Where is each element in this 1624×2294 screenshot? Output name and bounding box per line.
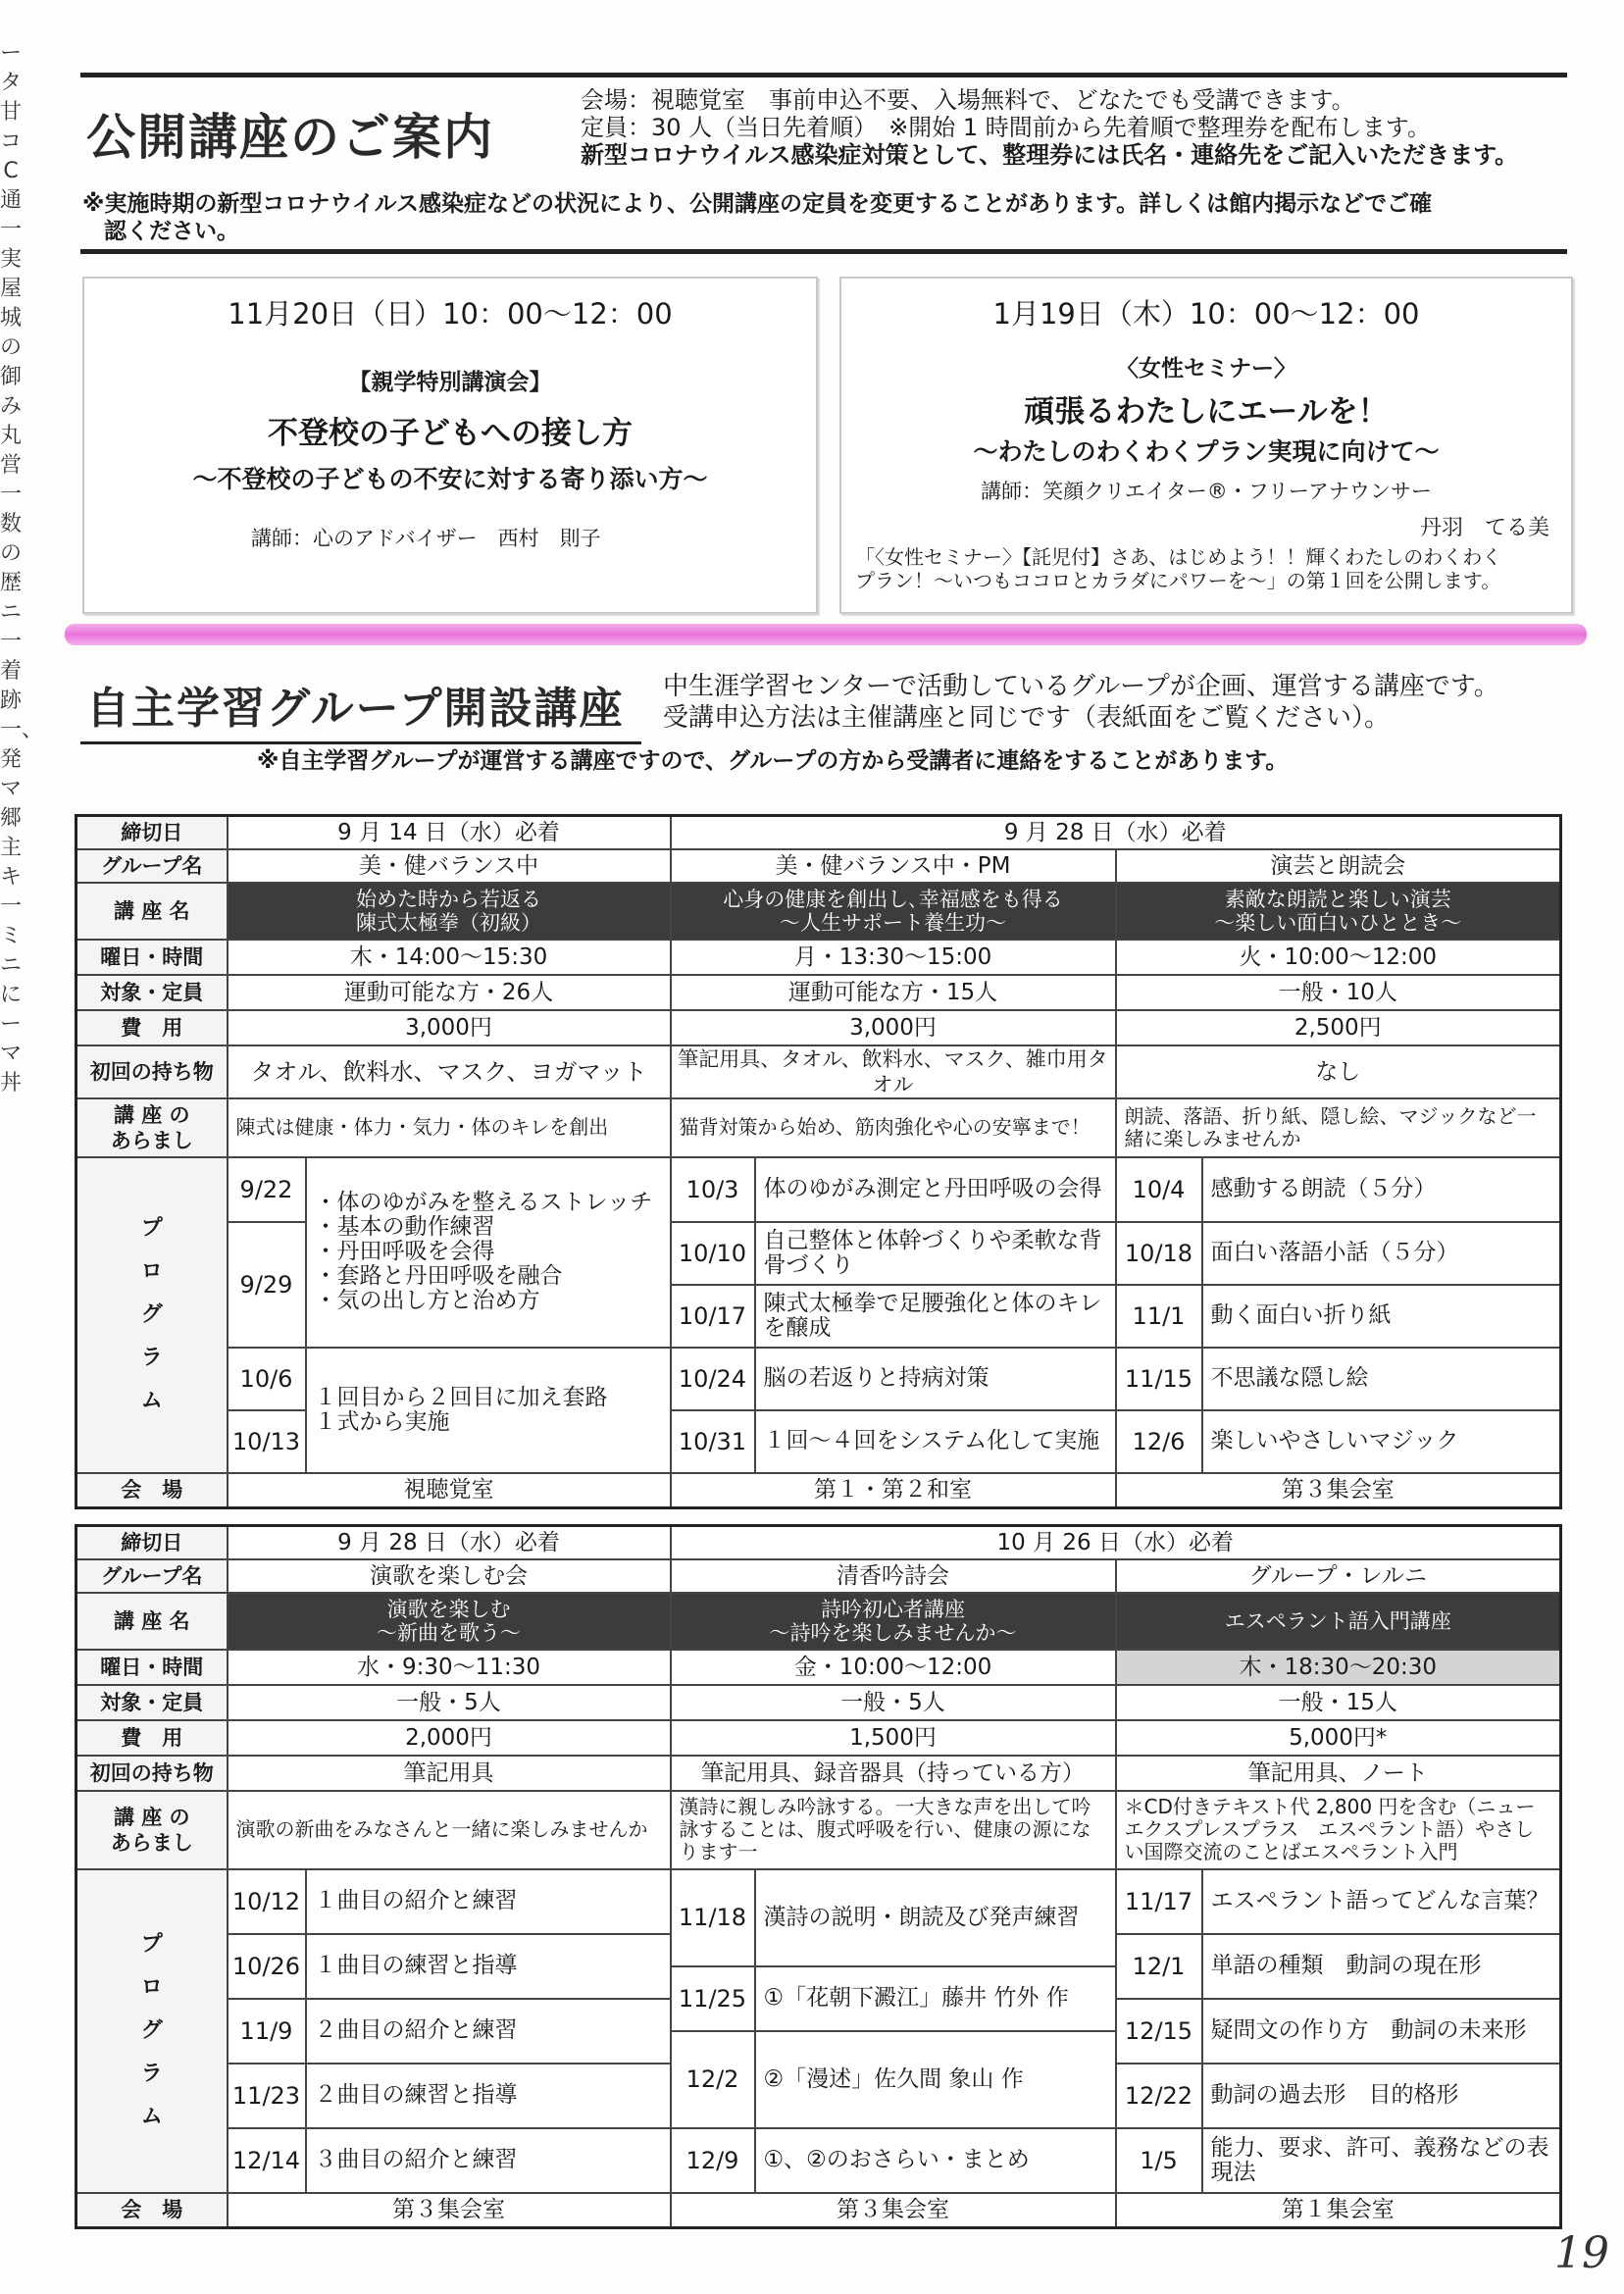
t1-c2-group: 美・健バランス中・PM [671, 849, 1116, 883]
t1-group-label: グループ名 [76, 849, 228, 883]
group-course-table-2 [75, 1524, 1562, 2229]
t1-c1-program-b [306, 1348, 671, 1473]
intro-line-1: 会場：視聴覚室 事前申込不要、入場無料で、どなたでも受講できます。 [581, 86, 1355, 114]
t1-c1-date-4: 10/13 [228, 1410, 306, 1473]
t1-c2-date-5: 10/31 [671, 1410, 755, 1473]
t1-c2-date-4: 10/24 [671, 1348, 755, 1410]
t2-c3-item-3: 疑問文の作り方 動詞の未来形 [1202, 1999, 1561, 2064]
t1-c3-target: 一般・10人 [1116, 975, 1561, 1010]
t2-c3-item-5: 能力、要求、許可、義務などの表現法 [1202, 2128, 1561, 2193]
t1-c1-pa-1: ・体のゆがみを整えるストレッチ [314, 1190, 653, 1215]
intro-note-2: 認ください。 [104, 219, 239, 244]
t2-c3-date-3: 12/15 [1116, 1999, 1202, 2064]
t2-c2-item-3: ②「漫述」佐久間 象山 作 [755, 2031, 1116, 2128]
t1-c3-item-1: 感動する朗読（５分） [1202, 1157, 1561, 1222]
t1-target-row [76, 975, 1561, 1010]
t1-summary-label-1: 講 座 の [113, 1102, 190, 1127]
lecture-1-datetime: 11月20日（日）10：00～12：00 [228, 297, 673, 331]
t2-c2-fee: 1,500円 [671, 1720, 1116, 1756]
lecture-1-lecturer: 講師：心のアドバイザー 西村 則子 [251, 527, 601, 550]
t1-c2-item-5: １回～４回をシステム化して実施 [755, 1410, 1116, 1473]
lecture-panel-1 [82, 277, 818, 614]
t1-items-row [76, 1045, 1561, 1098]
intro-line-3: 新型コロナウイルス感染症対策として、整理券には氏名・連絡先をご記入いただきます。 [581, 141, 1519, 169]
lecture-2-name: 丹羽 てる美 [1419, 516, 1549, 540]
t2-time-label: 曜日・時間 [76, 1650, 228, 1685]
t1-c3-fee: 2,500円 [1116, 1010, 1561, 1045]
t1-c1-pa-2: ・基本の動作練習 [314, 1214, 495, 1240]
t1-c1-name-1: 始めた時から若返る [356, 887, 541, 911]
t2-target-row [76, 1685, 1561, 1720]
t2-venue-label: 会 場 [76, 2193, 228, 2228]
page-number: 19 [1554, 2228, 1609, 2278]
t2-program-v-3: グ [140, 2017, 163, 2043]
t2-c3-date-4: 12/22 [1116, 2064, 1202, 2128]
t1-c3-name [1116, 883, 1561, 940]
t2-c1-item-5: ３曲目の紹介と練習 [306, 2128, 671, 2193]
t2-c2-date-2: 11/25 [671, 1966, 755, 2031]
t1-c1-time: 木・14:00～15:30 [228, 940, 671, 975]
t2-c2-group: 清香吟詩会 [671, 1559, 1116, 1593]
lecture-2-lecturer: 講師：笑顔クリエイター®・フリーアナウンサー [981, 480, 1432, 503]
lecture-1-tag: 【親学特別講演会】 [348, 370, 552, 395]
t1-summary-row [76, 1098, 1561, 1157]
t2-c1-date-4: 11/23 [228, 2064, 306, 2128]
t1-deadline-b: 9 月 28 日（水）必着 [671, 816, 1561, 849]
t2-c1-target: 一般・5人 [228, 1685, 671, 1720]
t2-c2-date-3: 12/2 [671, 2031, 755, 2128]
t1-c2-target: 運動可能な方・15人 [671, 975, 1116, 1010]
t2-c3-item-2: 単語の種類 動詞の現在形 [1202, 1934, 1561, 1999]
t1-c1-pb-2: １式から実施 [314, 1408, 450, 1435]
t2-fee-label: 費 用 [76, 1720, 228, 1756]
t1-summary-label [76, 1098, 228, 1157]
t1-c3-items: なし [1116, 1045, 1561, 1098]
t2-program-label [76, 1869, 228, 2193]
highlighter-band [65, 624, 1587, 645]
groups-note: ※自主学習グループが運営する講座ですので、グループの方から受講者に連絡をすることがあります。 [257, 748, 1289, 774]
t2-c3-date-5: 1/5 [1116, 2128, 1202, 2193]
t2-fee-row [76, 1720, 1561, 1756]
t2-program-row-5a [76, 2128, 1561, 2161]
t1-c3-date-5: 12/6 [1116, 1410, 1202, 1473]
t1-fee-row [76, 1010, 1561, 1045]
t1-c2-name [671, 883, 1116, 940]
intro-note-1: ※実施時期の新型コロナウイルス感染症などの状況により、公開講座の定員を変更することがあります。詳しくは館内掲示などでご確 [82, 191, 1433, 217]
t1-c2-name-2: ～人生サポート養生功～ [780, 910, 1006, 935]
t2-program-v-2: ロ [140, 1974, 163, 2000]
t2-group-row [76, 1559, 1561, 1593]
t2-c1-date-1: 10/12 [228, 1869, 306, 1934]
groups-line-2: 受講申込方法は主催講座と同じです（表紙面をご覧ください）。 [663, 703, 1391, 733]
t2-c3-venue: 第１集会室 [1116, 2193, 1561, 2228]
t2-summary-label-2: あらまし [110, 1830, 193, 1855]
lecture-2-title: 頑張るわたしにエールを！ [1024, 394, 1389, 430]
t1-items-label: 初回の持ち物 [76, 1045, 228, 1098]
t1-c2-items: 筆記用具、タオル、飲料水、マスク、雑巾用タオル [671, 1045, 1116, 1098]
t2-deadline-a: 9 月 28 日（水）必着 [228, 1526, 671, 1559]
t1-c3-name-1: 素敵な朗読と楽しい演芸 [1224, 887, 1451, 911]
t2-c2-items: 筆記用具、録音器具（持っている方） [671, 1756, 1116, 1791]
t2-summary-label-1: 講 座 の [113, 1805, 190, 1829]
t2-c3-group: グループ・レルニ [1116, 1559, 1561, 1593]
lecture-2-desc-2: プラン！～いつもココロとカラダにパワーを～」の第１回を公開します。 [855, 569, 1501, 592]
t1-c1-name-2: 陳式太極拳（初級） [356, 910, 541, 935]
t2-c3-target: 一般・15人 [1116, 1685, 1561, 1720]
t1-program-v-2: ロ [140, 1258, 163, 1284]
t2-c1-name [228, 1593, 671, 1650]
t1-c3-venue: 第３集会室 [1116, 1473, 1561, 1508]
t1-c1-pa-3: ・丹田呼吸を会得 [314, 1239, 495, 1264]
t1-c3-item-5: 楽しいやさしいマジック [1202, 1410, 1561, 1473]
t2-deadline-label: 締切日 [76, 1526, 228, 1559]
t1-c2-item-4: 脳の若返りと持病対策 [755, 1348, 1116, 1410]
t2-c2-target: 一般・5人 [671, 1685, 1116, 1720]
group-course-table-1 [75, 814, 1562, 1509]
t1-c2-date-3: 10/17 [671, 1285, 755, 1348]
t1-c1-venue: 視聴覚室 [228, 1473, 671, 1508]
groups-intro [663, 671, 1499, 734]
t2-c2-name-1: 詩吟初心者講座 [821, 1597, 965, 1621]
t2-c3-summary: ＊CD付きテキスト代 2,800 円を含む（ニューエクスプレスプラス エスペラント語）やさしい国際交流のことばエスペラント入門 [1116, 1791, 1561, 1869]
t2-time-row [76, 1650, 1561, 1685]
t1-c2-item-1: 体のゆがみ測定と丹田呼吸の会得 [755, 1157, 1116, 1222]
t2-c2-item-4: ①、②のおさらい・まとめ [755, 2128, 1116, 2193]
t1-c1-target: 運動可能な方・26人 [228, 975, 671, 1010]
t1-c1-pa-5: ・気の出し方と治め方 [314, 1288, 540, 1313]
top-rule [80, 73, 1567, 77]
t2-c1-date-5: 12/14 [228, 2128, 306, 2193]
t1-c1-date-3: 10/6 [228, 1348, 306, 1410]
t2-c2-name-2: ～詩吟を楽しみませんか～ [769, 1620, 1017, 1645]
lecture-2-desc-1: 「〈女性セミナー〉【託児付】さあ、はじめよう！！輝くわたしのわくわく [855, 545, 1502, 569]
t1-time-row [76, 940, 1561, 975]
t1-c1-date-2: 9/29 [228, 1222, 306, 1348]
t2-c3-date-1: 11/17 [1116, 1869, 1202, 1934]
t2-c1-time: 水・9:30～11:30 [228, 1650, 671, 1685]
t1-deadline-a: 9 月 14 日（水）必着 [228, 816, 671, 849]
t1-c1-fee: 3,000円 [228, 1010, 671, 1045]
t2-course-label: 講 座 名 [76, 1593, 228, 1650]
t2-c3-fee: 5,000円* [1116, 1720, 1561, 1756]
t2-c2-summary: 漢詩に親しみ吟詠する。一大きな声を出して吟詠することは、腹式呼吸を行い、健康の源になります一 [671, 1791, 1116, 1869]
t1-c1-pb-1: １回目から２回目に加え套路 [314, 1384, 608, 1410]
t1-program-v-5: ム [140, 1388, 163, 1413]
t1-deadline-row [76, 816, 1561, 849]
t2-items-row [76, 1756, 1561, 1791]
t1-c3-name-2: ～楽しい面白いひととき～ [1214, 910, 1462, 935]
t1-program-row-4 [76, 1348, 1561, 1410]
t1-c2-time: 月・13:30～15:00 [671, 940, 1116, 975]
t2-program-v-1: プ [140, 1931, 163, 1957]
t1-course-row [76, 883, 1561, 940]
t1-c1-date-1: 9/22 [228, 1157, 306, 1222]
t1-c2-fee: 3,000円 [671, 1010, 1116, 1045]
t2-c1-date-3: 11/9 [228, 1999, 306, 2064]
t2-c2-item-1: 漢詩の説明・朗読及び発声練習 [755, 1869, 1116, 1966]
intro-notice [581, 86, 1518, 169]
t2-c1-item-4: ２曲目の練習と指導 [306, 2064, 671, 2128]
t1-program-v-4: ラ [140, 1345, 163, 1370]
t2-c3-items: 筆記用具、ノート [1116, 1756, 1561, 1791]
t2-c1-item-2: １曲目の練習と指導 [306, 1934, 671, 1999]
t2-course-row [76, 1593, 1561, 1650]
t1-c3-group: 演芸と朗読会 [1116, 849, 1561, 883]
t2-c1-group: 演歌を楽しむ会 [228, 1559, 671, 1593]
t1-program-row-2 [76, 1222, 1561, 1285]
t1-c3-date-1: 10/4 [1116, 1157, 1202, 1222]
t1-target-label: 対象・定員 [76, 975, 228, 1010]
t2-c1-items: 筆記用具 [228, 1756, 671, 1791]
t2-summary-row [76, 1791, 1561, 1869]
t1-program-row-5 [76, 1410, 1561, 1473]
t2-c2-date-4: 12/9 [671, 2128, 755, 2193]
t2-program-v-5: ム [140, 2104, 163, 2129]
t1-program-v-1: プ [140, 1215, 163, 1241]
t1-c2-item-2: 自己整体と体幹づくりや柔軟な背骨づくり [755, 1222, 1116, 1285]
t2-program-v-4: ラ [140, 2061, 163, 2086]
t1-c3-summary: 朗読、落語、折り紙、隠し絵、マジックなど一緒に楽しみませんか [1116, 1098, 1561, 1157]
t1-group-row [76, 849, 1561, 883]
t2-c1-item-3: ２曲目の紹介と練習 [306, 1999, 671, 2064]
t2-c2-time: 金・10:00～12:00 [671, 1650, 1116, 1685]
t2-c1-item-1: １曲目の紹介と練習 [306, 1869, 671, 1934]
t2-c1-venue: 第３集会室 [228, 2193, 671, 2228]
t1-time-label: 曜日・時間 [76, 940, 228, 975]
t1-course-label: 講 座 名 [76, 883, 228, 940]
t2-c1-name-1: 演歌を楽しむ [386, 1597, 511, 1621]
lecture-1-title: 不登校の子どもへの接し方 [268, 416, 633, 451]
t1-program-label [76, 1157, 228, 1473]
t1-c3-date-3: 11/1 [1116, 1285, 1202, 1348]
t1-c1-pa-4: ・套路と丹田呼吸を融合 [314, 1263, 563, 1289]
t1-c3-date-4: 11/15 [1116, 1348, 1202, 1410]
t2-c1-fee: 2,000円 [228, 1720, 671, 1756]
t2-c2-name [671, 1593, 1116, 1650]
t1-c1-program-a [306, 1157, 671, 1348]
t1-c1-summary: 陳式は健康・体力・気力・体のキレを創出 [228, 1098, 671, 1157]
t2-c1-summary: 演歌の新曲をみなさんと一緒に楽しみませんか [228, 1791, 671, 1869]
intro-bottom-rule [80, 249, 1567, 254]
t1-c3-date-2: 10/18 [1116, 1222, 1202, 1285]
t1-program-v-3: グ [140, 1301, 163, 1327]
lecture-2-tag: 〈女性セミナー〉 [1116, 356, 1296, 382]
lecture-1-subtitle: ～不登校の子どもの不安に対する寄り添い方～ [192, 465, 708, 493]
t2-target-label: 対象・定員 [76, 1685, 228, 1720]
t1-c2-item-3: 陳式太極拳で足腰強化と体のキレを醸成 [755, 1285, 1116, 1348]
t1-c3-item-4: 不思議な隠し絵 [1202, 1348, 1561, 1410]
t2-c3-item-4: 動詞の過去形 目的格形 [1202, 2064, 1561, 2128]
lecture-2-subtitle: ～わたしのわくわくプラン実現に向けて～ [973, 437, 1440, 466]
t2-group-label: グループ名 [76, 1559, 228, 1593]
t2-c2-venue: 第３集会室 [671, 2193, 1116, 2228]
t1-summary-label-2: あらまし [110, 1128, 193, 1152]
t1-c2-date-1: 10/3 [671, 1157, 755, 1222]
lecture-panel-2 [839, 277, 1573, 614]
t2-venue-row [76, 2193, 1561, 2228]
t1-c3-time: 火・10:00～12:00 [1116, 940, 1561, 975]
t1-c2-venue: 第１・第２和室 [671, 1473, 1116, 1508]
t2-deadline-row [76, 1526, 1561, 1559]
t2-deadline-b: 10 月 26 日（水）必着 [671, 1526, 1561, 1559]
t1-venue-row [76, 1473, 1561, 1508]
groups-title: 自主学習グループ開設講座 [86, 684, 625, 734]
t1-c1-name [228, 883, 671, 940]
groups-rule [80, 741, 641, 744]
t2-program-row-1a [76, 1869, 1561, 1902]
t1-deadline-label: 締切日 [76, 816, 228, 849]
t2-c3-time: 木・18:30～20:30 [1116, 1650, 1561, 1685]
t2-c3-item-1: エスペラント語ってどんな言葉？ [1202, 1869, 1561, 1934]
t1-program-row-1 [76, 1157, 1561, 1222]
t2-summary-label [76, 1791, 228, 1869]
t2-c1-name-2: ～新曲を歌う～ [377, 1620, 521, 1645]
groups-line-1: 中生涯学習センターで活動しているグループが企画、運営する講座です。 [663, 672, 1499, 701]
t1-c1-group: 美・健バランス中 [228, 849, 671, 883]
t1-fee-label: 費 用 [76, 1010, 228, 1045]
t2-c3-name [1116, 1593, 1561, 1650]
t1-c3-item-3: 動く面白い折り紙 [1202, 1285, 1561, 1348]
intro-line-2: 定員：30 人（当日先着順） ※開始 1 時間前から先着順で整理券を配布します。 [581, 114, 1431, 141]
t2-c3-date-2: 12/1 [1116, 1934, 1202, 1999]
t1-c3-item-2: 面白い落語小話（５分） [1202, 1222, 1561, 1285]
intro-note [82, 190, 1432, 245]
t1-c2-date-2: 10/10 [671, 1222, 755, 1285]
t1-venue-label: 会 場 [76, 1473, 228, 1508]
t2-c2-date-1: 11/18 [671, 1869, 755, 1966]
intro-title: 公開講座のご案内 [86, 109, 494, 166]
t2-c2-item-2: ①「花朝下澱江」藤井 竹外 作 [755, 1966, 1116, 2031]
t1-c1-items: タオル、飲料水、マスク、ヨガマット [228, 1045, 671, 1098]
lecture-2-datetime: 1月19日（木）10：00～12：00 [992, 297, 1420, 331]
t1-c2-summary: 猫背対策から始め、筋肉強化や心の安寧まで！ [671, 1098, 1116, 1157]
t2-items-label: 初回の持ち物 [76, 1756, 228, 1791]
margin-cut-text: ータ甘コC通一実屋城の御み丸営一数の歴ニ一着跡一、発マ郷主キ一ミニにーマ丼 [0, 41, 44, 1096]
t1-c2-name-1: 心身の健康を創出し､幸福感をも得る [723, 887, 1063, 911]
t2-c1-date-2: 10/26 [228, 1934, 306, 1999]
t2-c3-name-1: エスペラント語入門講座 [1224, 1608, 1451, 1633]
